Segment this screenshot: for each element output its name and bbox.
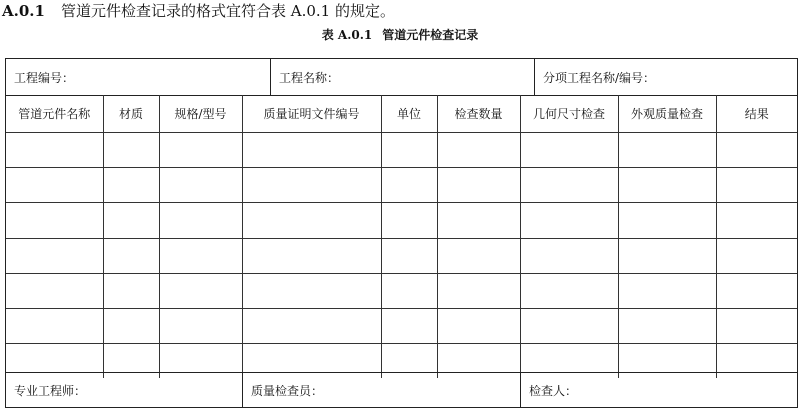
table-cell[interactable] (159, 168, 242, 203)
table-cell[interactable] (103, 203, 159, 238)
table-cell[interactable] (159, 273, 242, 308)
table-cell[interactable] (437, 133, 520, 168)
table-cell[interactable] (716, 308, 797, 343)
project-name-field[interactable]: 工程名称： (270, 59, 534, 95)
table-cell[interactable] (618, 238, 716, 273)
table-cell[interactable] (618, 168, 716, 203)
project-number-field[interactable]: 工程编号： (14, 70, 75, 85)
col-header-unit: 单位 (381, 95, 437, 133)
table-cell[interactable] (242, 168, 381, 203)
table-cell[interactable] (103, 308, 159, 343)
table-cell[interactable] (242, 308, 381, 343)
col-header-certificate-no: 质量证明文件编号 (242, 95, 381, 133)
table-cell[interactable] (103, 133, 159, 168)
column-header-row (6, 95, 797, 133)
col-header-result: 结果 (716, 95, 797, 133)
table-cell[interactable] (437, 273, 520, 308)
table-row (6, 133, 797, 168)
table-cell[interactable] (103, 273, 159, 308)
table-cell[interactable] (716, 133, 797, 168)
table-cell[interactable] (242, 238, 381, 273)
table-row (6, 273, 797, 308)
table-cell[interactable] (716, 273, 797, 308)
table-cell[interactable] (6, 168, 103, 203)
table-cell[interactable] (159, 238, 242, 273)
table-caption (0, 26, 800, 43)
table-row (6, 308, 797, 343)
header-fields-row (6, 59, 797, 96)
table-cell[interactable] (520, 238, 618, 273)
clause-number: A.0.1 (2, 2, 45, 20)
table-cell[interactable] (159, 203, 242, 238)
table-cell[interactable] (242, 273, 381, 308)
subproject-field[interactable]: 分项工程名称/编号： (534, 59, 797, 95)
table-cell[interactable] (520, 273, 618, 308)
table-cell[interactable] (520, 308, 618, 343)
table-body (6, 133, 797, 379)
table-cell[interactable] (381, 273, 437, 308)
table-cell[interactable] (520, 133, 618, 168)
inspection-table (6, 95, 797, 378)
table-cell[interactable] (6, 238, 103, 273)
table-cell[interactable] (159, 133, 242, 168)
checker-field[interactable]: 检查人： (520, 373, 797, 407)
table-row (6, 168, 797, 203)
table-cell[interactable] (6, 133, 103, 168)
table-cell[interactable] (381, 238, 437, 273)
table-cell[interactable] (6, 273, 103, 308)
col-header-quantity: 检查数量 (437, 95, 520, 133)
table-cell[interactable] (6, 308, 103, 343)
engineer-field[interactable]: 专业工程师： (14, 383, 87, 398)
table-caption-number: 表 A.0.1 (321, 28, 373, 42)
col-header-material: 材质 (103, 95, 159, 133)
col-header-element-name: 管道元件名称 (18, 107, 91, 121)
table-cell[interactable] (618, 133, 716, 168)
table-cell[interactable] (716, 238, 797, 273)
table-cell[interactable] (716, 203, 797, 238)
table-cell[interactable] (103, 168, 159, 203)
table-cell[interactable] (381, 203, 437, 238)
table-cell[interactable] (242, 133, 381, 168)
table-cell[interactable] (618, 203, 716, 238)
table-cell[interactable] (520, 203, 618, 238)
table-cell[interactable] (381, 168, 437, 203)
table-caption-title: 管道元件检查记录 (382, 28, 479, 42)
clause-text: 管道元件检查记录的格式宜符合表 A.0.1 的规定。 (60, 2, 395, 20)
table-cell[interactable] (159, 308, 242, 343)
col-header-appearance-check: 外观质量检查 (618, 95, 716, 133)
clause-line (2, 0, 395, 22)
table-cell[interactable] (242, 203, 381, 238)
table-row (6, 238, 797, 273)
footer-fields-row (6, 372, 797, 407)
col-header-dimension-check: 几何尺寸检查 (520, 95, 618, 133)
table-cell[interactable] (618, 308, 716, 343)
table-cell[interactable] (437, 168, 520, 203)
table-cell[interactable] (437, 203, 520, 238)
table-cell[interactable] (716, 168, 797, 203)
table-cell[interactable] (618, 273, 716, 308)
table-cell[interactable] (381, 133, 437, 168)
table-cell[interactable] (381, 308, 437, 343)
col-header-spec-model: 规格/型号 (159, 95, 242, 133)
table-cell[interactable] (6, 203, 103, 238)
inspector-field[interactable]: 质量检查员： (242, 373, 520, 407)
table-cell[interactable] (437, 308, 520, 343)
table-cell[interactable] (103, 238, 159, 273)
table-cell[interactable] (520, 168, 618, 203)
table-cell[interactable] (437, 238, 520, 273)
table-row (6, 203, 797, 238)
inspection-record-form (5, 58, 798, 408)
